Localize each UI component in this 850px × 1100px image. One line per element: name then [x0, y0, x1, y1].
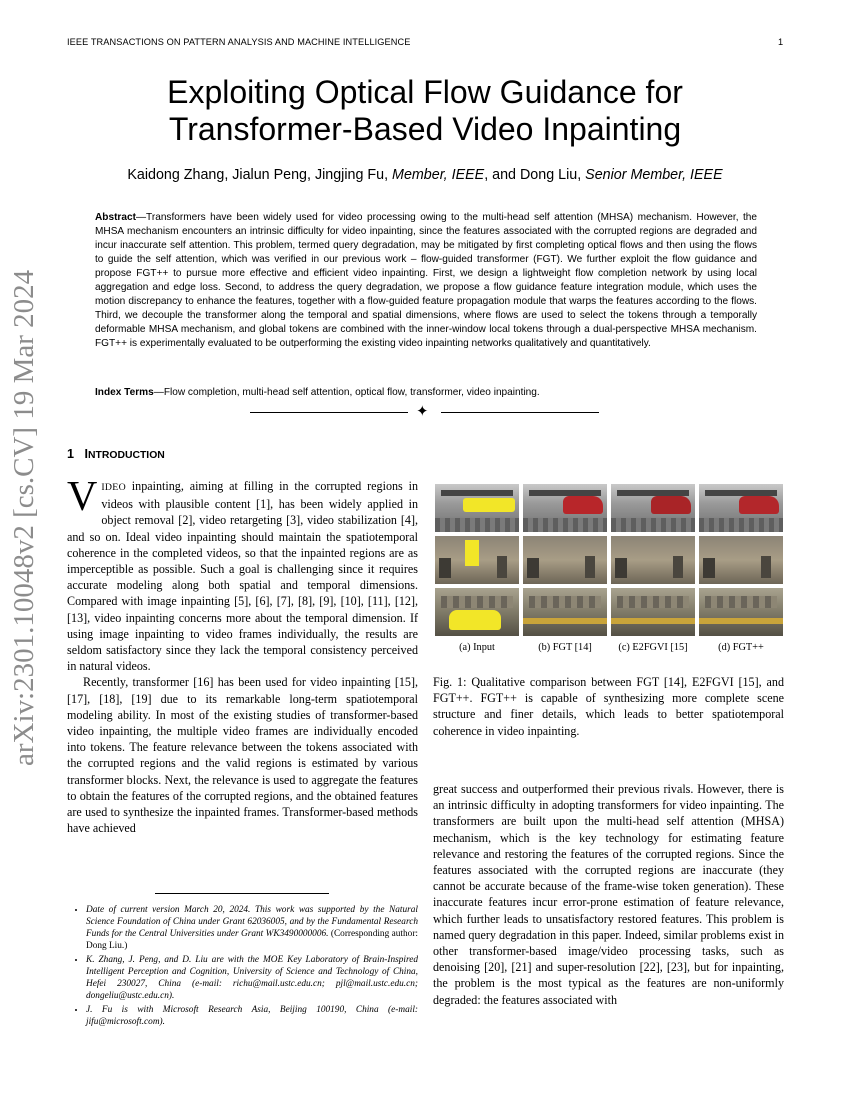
right-column: [433, 781, 784, 1008]
abstract: [95, 211, 757, 351]
thumb-dancer-fgt: [523, 536, 607, 584]
left-column: [67, 474, 418, 836]
section-number: 1: [67, 447, 75, 461]
thumb-dancer-input: [435, 536, 519, 584]
footnotes: [67, 904, 418, 1030]
thumb-street-input: [435, 588, 519, 636]
subcaption-b: (b) FGT [14]: [538, 642, 592, 653]
member-title: Member, IEEE: [392, 167, 485, 183]
arxiv-stamp-text: arXiv:2301.10048v2 [cs.CV] 19 Mar 2024: [8, 269, 40, 766]
author-names: Kaidong Zhang, Jialun Peng, Jingjing Fu,: [127, 167, 393, 183]
thumb-dancer-e2fgvi: [611, 536, 695, 584]
senior-member-title: Senior Member, IEEE: [585, 167, 723, 183]
thumb-street-fgt: [523, 588, 607, 636]
footnote-1: [86, 904, 418, 952]
thumb-car-input: [435, 484, 519, 532]
thumb-street-fgtpp: [699, 588, 783, 636]
subcaption-c: (c) E2FGVI [15]: [618, 642, 688, 653]
title-line-2: Transformer-Based Video Inpainting: [168, 111, 682, 147]
arxiv-stamp[interactable]: [8, 269, 56, 766]
footnote-3: • J. Fu is with Microsoft Research Asia, Beijing 100190, China (e-mail: jifu@microsoft.com).: [86, 1004, 418, 1028]
footnote-2: • K. Zhang, J. Peng, and D. Liu are with the MOE Key Laboratory of Brain-Inspired Intelligent Perception and Cognition, University of Science and Technology of China, Hefei 230027, China (e-mail: richu@mail.ustc.edu.cn; pjl@mail.ustc.edu.cn; dongeliu@ustc.edu.cn).: [86, 954, 418, 1002]
figure-caption: Fig. 1: Qualitative comparison between FGT [14], E2FGVI [15], and FGT++. FGT++ is capable of synthesizing more complete scene structure and finer details, which leads to better spatiotemporal coherence in video inpainting.: [433, 675, 784, 738]
separator-left: [250, 412, 408, 413]
footnote-rule: [155, 893, 329, 894]
section-heading: [67, 447, 165, 461]
index-terms-label: Index Terms: [95, 387, 154, 398]
author-and: , and Dong Liu,: [484, 167, 586, 183]
separator-diamond-icon: ✦: [416, 404, 429, 420]
thumb-car-fgtpp: [699, 484, 783, 532]
section-title-initial: I: [84, 447, 89, 461]
page-number: 1: [778, 37, 784, 47]
footnote-1-text: Date of current version March 20, 2024. This work was supported by the Natural Science Foundation of China under Grant 62036005, and by the Fundamental Research Funds for the Central Universities under Grant WK3490000006.: [86, 905, 418, 939]
index-terms-text: —Flow completion, multi-head self attention, optical flow, transformer, video inpainting.: [153, 387, 540, 398]
abstract-label: Abstract: [95, 212, 136, 223]
intro-paragraph-3: great success and outperformed their previous rivals. However, there is an intrinsic difficulty in adopting transformers for video inpainting. The transformers are built upon the multi-head self attention (MHSA) mechanism, which is the key technology for estimating feature relevance and restoring the features of the corrupted regions. Since the features associated with the corrupted regions are inaccurate (they cannot be accurate because of the frame-wise token generation). These inaccurate features incur error-prone estimation of feature relevance, which further leads to unsatisfactory restored features. This problem is named query degradation in this paper. Indeed, similar problems exist in other transformer-based image/video processing tasks, such as denoising [20], [21] and super-resolution [22], [23], but for inpainting, the problem is the most typical as the features are non-uniformly degraded: the features associated with: [433, 782, 784, 1007]
thumb-street-e2fgvi: [611, 588, 695, 636]
index-terms: [95, 386, 757, 400]
thumb-dancer-fgtpp: [699, 536, 783, 584]
author-list: [60, 167, 790, 183]
intro-paragraph-2: Recently, transformer [16] has been used for video inpainting [15], [17], [18], [19] due to its remarkable long-term spatiotemporal modeling ability. In most of the existing studies of transformer-based video inpainting, the multiple video frames are individually encoded into tokens. The feature relevance between the tokens associated with the corrupted regions and the valid regions is estimated by various transformer blocks. Next, the relevance is used to aggregate the features to obtain the features of the corrupted regions, and the obtained features are used to synthesize the inpainted frames. Transformer-based methods have achieved: [67, 675, 418, 836]
section-title-rest: NTRODUCTION: [88, 450, 165, 461]
title-line-1: Exploiting Optical Flow Guidance for: [167, 74, 683, 110]
separator-right: [441, 412, 599, 413]
footnote-1-corresponding: (Corresponding author: Dong Liu.): [86, 929, 418, 951]
thumb-car-fgt: [523, 484, 607, 532]
drop-cap: V: [67, 474, 98, 520]
figure-1-grid: [435, 484, 784, 640]
running-head: IEEE TRANSACTIONS ON PATTERN ANALYSIS AND MACHINE INTELLIGENCE: [67, 37, 411, 47]
abstract-text: —Transformers have been widely used for video processing owing to the multi-head self attention (MHSA) mechanism. However, the MHSA mechanism encounters an intrinsic difficulty for video inpainting, since the features associated with the corrupted regions are degraded and incur inaccurate self attention. This problem, termed query degradation, may be mitigated by first completing optical flows and then using the flows to guide the self attention, which was verified in our previous work – flow-guided transformer (FGT). We further exploit the flow guidance and propose FGT++ to pursue more effective and efficient video inpainting. First, we design a lightweight flow completion network by using local aggregation and edge loss. Second, to address the query degradation, we propose a flow guidance feature integration module, which uses the motion discrepancy to enhance the features, together with a flow-guided feature propagation module that warps the features according to the flows. Third, we decouple the transformer along the temporal and spatial dimensions, where flows are used to select the tokens through a temporally deformable MHSA mechanism, and global tokens are combined with the inner-window local tokens through a dual-perspective MHSA mechanism. FGT++ is experimentally evaluated to be outperforming the existing video inpainting networks qualitatively and quantitatively.: [95, 212, 757, 349]
intro-p1-text: inpainting, aiming at filling in the corrupted regions in videos with plausible content [1], has been widely applied in object removal [2], video retargeting [3], video stabilization [4], and so on. Ideal video inpainting should maintain the spatiotemporal coherence in the completed videos, so that the inpainted regions are as imperceptible as possible. Such a goal is challenging since it requires accurate modeling along both spatial and temporal dimensions. Compared with image inpainting [5], [6], [7], [8], [9], [10], [11], [12], [13], video inpainting concerns more about the temporal dimension. If using image inpainting to video frames individually, the results are seldom satisfactory since they lack the temporal consistency perceived in natural videos.: [67, 479, 418, 674]
first-word-smallcaps: IDEO: [101, 482, 126, 493]
intro-paragraph-1: [67, 474, 418, 674]
thumb-car-e2fgvi: [611, 484, 695, 532]
subcaption-a: (a) Input: [459, 642, 495, 653]
paper-title: [60, 74, 790, 148]
subcaption-d: (d) FGT++: [718, 642, 764, 653]
